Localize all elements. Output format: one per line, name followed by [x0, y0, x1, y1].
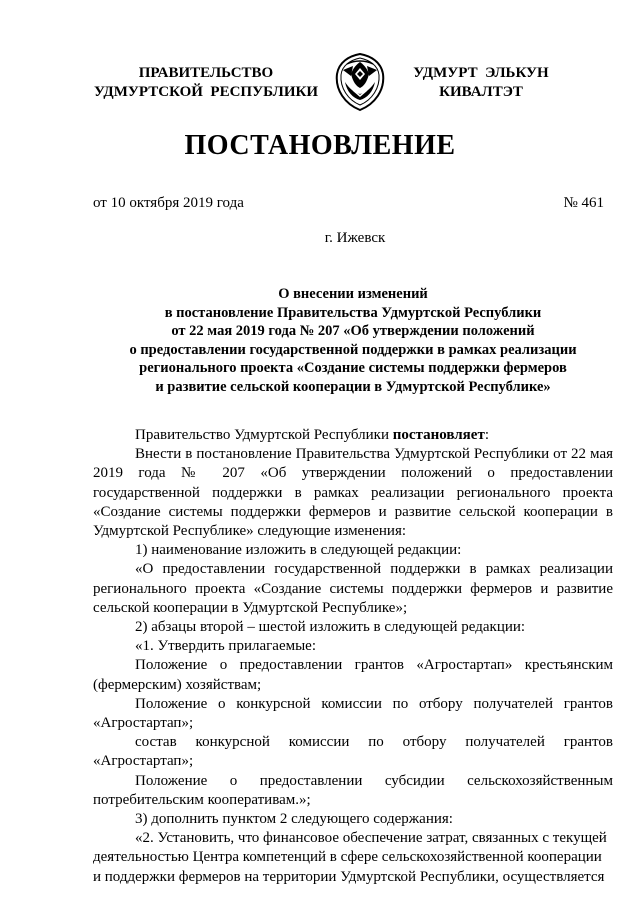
- header-right-line1: УДМУРТ ЭЛЬКУН: [413, 65, 549, 81]
- document-type: ПОСТАНОВЛЕНИЕ: [184, 130, 456, 161]
- paragraph-item-1: 1) наименование изложить в следующей редакции:: [135, 542, 462, 559]
- paragraph-new-name: «О предоставлении государственной поддержки в рамках реализации регионального проекта «Создание системы поддержки фермеров и развитие сельской кооперации в Удмуртской Республике»;: [93, 561, 613, 616]
- paragraph-amend: Внести в постановление Правительства Удмуртской Республики от 22 мая 2019 года № 207 «Об утверждении положений о предоставлении государственной поддержки в рамках реализации регионального проекта «Создание системы поддержки фермеров и развитие сельской кооперации в Удмуртской Республике» следующие изменения:: [93, 446, 613, 540]
- resolves-keyword: постановляет: [392, 427, 485, 443]
- header-right: [407, 64, 555, 102]
- header-right-line2: КИВАЛТЭТ: [439, 84, 523, 100]
- document-body: [93, 426, 613, 887]
- paragraph-commission-composition: состав конкурсной комиссии по отбору получателей грантов «Агростартап»;: [93, 734, 613, 770]
- document-title: [93, 285, 613, 396]
- title-line: регионального проекта «Создание системы поддержки фермеров: [139, 360, 567, 376]
- paragraph-resolves-colon: :: [484, 427, 489, 443]
- paragraph-grants-regulation: Положение о предоставлении грантов «Агростартап» крестьянским (фермерским) хозяйствам;: [93, 657, 613, 693]
- header-left-line1: ПРАВИТЕЛЬСТВО: [138, 65, 274, 81]
- document-number: № 461: [563, 195, 604, 211]
- document-city: г. Ижевск: [324, 230, 386, 246]
- title-line: и развитие сельской кооперации в Удмуртской Республике»: [155, 378, 551, 395]
- paragraph-subsidy-regulation: Положение о предоставлении субсидии сельскохозяйственным потребительским кооперативам.»;: [93, 772, 613, 808]
- title-line: от 22 мая 2019 года № 207 «Об утверждении положений: [171, 323, 535, 339]
- title-line: О внесении изменений: [278, 286, 428, 302]
- paragraph-resolves-text: Правительство Удмуртской Республики: [135, 427, 393, 443]
- title-line: в постановление Правительства Удмуртской Республики: [164, 304, 542, 321]
- title-line: о предоставлении государственной поддержки в рамках реализации: [129, 341, 577, 358]
- paragraph-item-3: 3) дополнить пунктом 2 следующего содержания:: [135, 811, 453, 828]
- document-date: от 10 октября 2019 года: [93, 195, 244, 211]
- paragraph-financing: «2. Установить, что финансовое обеспечение затрат, связанных с текущей деятельностью Центра компетенций в сфере сельскохозяйственной кооперации и поддержки фермеров на территории Удмуртской Республики, осуществляется: [93, 830, 607, 885]
- paragraph-item-2: 2) абзацы второй – шестой изложить в следующей редакции:: [135, 619, 526, 636]
- header-left-line2: УДМУРТСКОЙ РЕСПУБЛИКИ: [93, 84, 319, 100]
- paragraph-resolves: [93, 426, 613, 445]
- udmurt-coat-of-arms-icon: [333, 52, 387, 112]
- header-left: [84, 64, 328, 102]
- paragraph-commission-regulation: Положение о конкурсной комиссии по отбору получателей грантов «Агростартап»;: [93, 695, 613, 732]
- paragraph-approve: «1. Утвердить прилагаемые:: [135, 638, 316, 655]
